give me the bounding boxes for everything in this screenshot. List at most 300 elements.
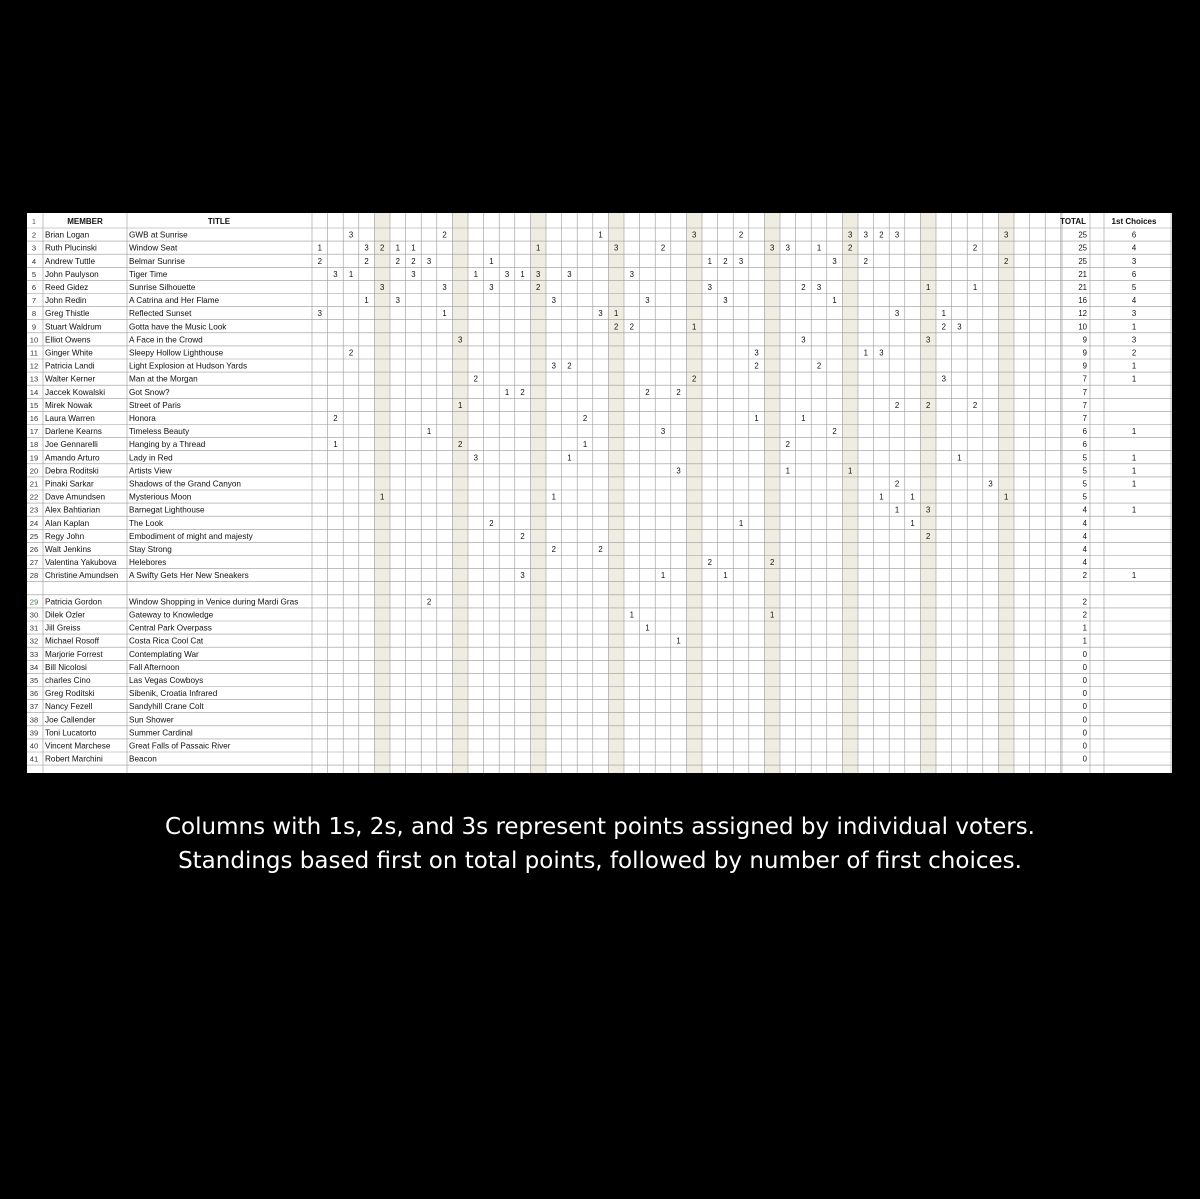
row-number: 7: [31, 296, 37, 306]
vote-cell: 2: [582, 414, 588, 423]
photo-title: Artists View: [129, 466, 172, 476]
member-name: Marjorie Forrest: [45, 649, 103, 659]
vote-cell: 2: [941, 322, 946, 332]
vote-cell: 2: [458, 440, 463, 450]
photo-title: Stay Strong: [129, 545, 172, 554]
photo-title: Gotta have the Music Look: [129, 322, 227, 332]
vote-cell: 3: [614, 243, 619, 253]
member-name: charles Cino: [45, 676, 91, 685]
vote-cell: 2: [442, 230, 447, 240]
vote-cell: 2: [598, 545, 603, 554]
vote-cell: 1: [816, 243, 822, 253]
shaded-voter-column: [920, 213, 936, 773]
first-choices-count: 4: [1131, 296, 1137, 306]
total-points: 0: [1082, 741, 1087, 751]
row-number: 27: [29, 558, 39, 568]
vote-cell: 3: [692, 230, 697, 240]
photo-title: Sandyhill Crane Colt: [129, 702, 204, 712]
vote-cell: 2: [692, 374, 697, 384]
vote-cell: 1: [910, 518, 915, 528]
vote-cell: 3: [629, 269, 634, 279]
row-number: 19: [29, 453, 39, 463]
total-points: 4: [1082, 558, 1087, 568]
member-name: Patricia Gordon: [45, 597, 102, 607]
total-points: 12: [1078, 309, 1087, 319]
vote-cell: 2: [926, 531, 931, 541]
vote-cell: 1: [723, 571, 728, 581]
row-number: 11: [30, 348, 38, 358]
row-number: 15: [29, 400, 39, 410]
photo-title: Barnegat Lighthouse: [129, 505, 205, 515]
member-name: Robert Marchini: [45, 754, 103, 764]
vote-cell: 1: [473, 269, 478, 279]
row-number: 25: [29, 531, 39, 541]
shaded-voter-column: [686, 213, 702, 773]
vote-cell: 1: [692, 322, 697, 332]
vote-cell: 1: [442, 309, 447, 319]
vote-cell: 3: [317, 309, 322, 319]
vote-cell: 3: [785, 243, 790, 253]
row-number: 4: [31, 256, 37, 266]
vote-cell: 3: [894, 230, 900, 240]
caption-line-1: Columns with 1s, 2s, and 3s represent points assigned by individual voters.: [164, 814, 1035, 840]
vote-cell: 2: [536, 283, 541, 292]
photo-title: Gateway to Knowledge: [129, 610, 214, 620]
vote-cell: 1: [504, 387, 510, 397]
vote-cell: 2: [894, 400, 900, 410]
row-number: 21: [29, 479, 39, 489]
vote-cell: 1: [567, 453, 572, 463]
row-number: 40: [29, 741, 39, 751]
first-choices-count: 6: [1131, 230, 1137, 240]
row-number: 6: [31, 283, 37, 292]
vote-cell: 2: [473, 374, 478, 384]
vote-cell: 1: [957, 453, 962, 463]
row-number: 24: [29, 518, 39, 528]
vote-cell: 2: [411, 256, 416, 266]
row-number: 5: [31, 269, 37, 279]
vote-cell: 3: [988, 479, 993, 489]
total-points: 0: [1082, 728, 1087, 738]
vote-cell: 3: [894, 309, 900, 319]
photo-title: Summer Cardinal: [129, 728, 193, 738]
vote-cell: 2: [926, 400, 931, 410]
vote-cell: 2: [770, 558, 775, 568]
member-name: Valentina Yakubova: [45, 558, 117, 568]
member-name: Vincent Marchese: [45, 741, 111, 751]
vote-cell: 1: [738, 518, 744, 528]
photo-title: Las Vegas Cowboys: [129, 676, 204, 685]
vote-cell: 3: [473, 453, 478, 463]
vote-cell: 3: [660, 427, 666, 437]
vote-cell: 1: [395, 243, 400, 253]
row-number: 18: [29, 440, 39, 450]
photo-title: Contemplating War: [129, 649, 199, 659]
vote-cell: 1: [317, 243, 322, 253]
vote-cell: 2: [801, 283, 806, 292]
vote-cell: 1: [754, 414, 759, 423]
row-number: 26: [29, 545, 39, 554]
member-name: Amando Arturo: [45, 453, 100, 463]
vote-cell: 1: [863, 348, 868, 358]
row-number: 35: [29, 676, 39, 685]
vote-cell: 2: [364, 256, 369, 266]
row-number: 22: [29, 492, 39, 502]
total-points: 5: [1082, 492, 1087, 502]
total-points: 0: [1082, 715, 1087, 725]
photo-title: Tiger Time: [129, 269, 168, 279]
photo-title: Reflected Sunset: [129, 309, 192, 319]
row-number: 16: [29, 414, 39, 423]
row-number: 29: [29, 597, 39, 607]
vote-cell: 3: [863, 230, 868, 240]
total-points: 16: [1078, 296, 1087, 306]
vote-cell: 2: [832, 427, 837, 437]
vote-cell: 2: [785, 440, 790, 450]
vote-cell: 3: [879, 348, 884, 358]
vote-cell: 1: [676, 636, 681, 646]
total-points: 4: [1082, 545, 1087, 554]
vote-cell: 2: [1004, 256, 1009, 266]
total-points: 21: [1078, 269, 1087, 279]
photo-title: Helebores: [129, 558, 167, 568]
photo-title: Great Falls of Passaic River: [129, 741, 231, 751]
first-choices-count: 1: [1131, 479, 1137, 489]
vote-cell: 1: [801, 414, 806, 423]
vote-cell: 3: [411, 269, 416, 279]
vote-cell: 3: [754, 348, 759, 358]
vote-cell: 3: [801, 335, 806, 345]
vote-cell: 2: [567, 361, 572, 371]
member-name: Bill Nicolosi: [45, 662, 87, 672]
member-name: Pinaki Sarkar: [45, 479, 94, 489]
first-choices-count: 1: [1131, 466, 1137, 476]
vote-cell: 2: [333, 414, 338, 423]
total-points: 5: [1082, 466, 1087, 476]
vote-cell: 1: [660, 571, 666, 581]
vote-cell: 1: [426, 427, 432, 437]
caption-line-2: Standings based first on total points, followed by number of first choices.: [178, 848, 1022, 874]
vote-cell: 1: [333, 440, 338, 450]
total-points: 4: [1082, 531, 1087, 541]
vote-cell: 2: [380, 243, 385, 253]
vote-cell: 2: [317, 256, 322, 266]
header-member: MEMBER: [67, 217, 103, 226]
vote-cell: 3: [348, 230, 354, 240]
total-points: 4: [1082, 518, 1087, 528]
total-points: 0: [1082, 702, 1087, 712]
vote-cell: 3: [458, 335, 463, 345]
vote-cell: 1: [848, 466, 853, 476]
first-choices-count: 1: [1131, 322, 1137, 332]
row-number: 31: [29, 623, 39, 633]
vote-cell: 2: [629, 322, 634, 332]
photo-title: Fall Afternoon: [129, 662, 180, 672]
first-choices-count: 1: [1131, 361, 1137, 371]
member-name: Ruth Plucinski: [45, 243, 97, 253]
first-choices-count: 3: [1131, 309, 1137, 319]
vote-cell: 1: [879, 492, 884, 502]
vote-cell: 2: [645, 387, 650, 397]
vote-cell: 3: [832, 256, 837, 266]
vote-cell: 2: [738, 230, 744, 240]
vote-cell: 3: [848, 230, 853, 240]
member-name: Joe Gennarelli: [45, 440, 98, 450]
vote-cell: 3: [957, 322, 962, 332]
member-name: Dilek Ozler: [45, 610, 86, 620]
photo-title: Costa Rica Cool Cat: [129, 636, 204, 646]
member-name: Nancy Fezell: [45, 702, 93, 712]
total-points: 7: [1082, 414, 1087, 423]
photo-title: Sunrise Silhouette: [129, 283, 196, 292]
photo-title: Belmar Sunrise: [129, 256, 185, 266]
photo-title: Man at the Morgan: [129, 374, 198, 384]
total-points: 25: [1078, 256, 1087, 266]
photo-title: Window Shopping in Venice during Mardi Gras: [129, 597, 299, 607]
shaded-voter-column: [764, 213, 780, 773]
total-points: 9: [1082, 348, 1087, 358]
vote-cell: 1: [832, 296, 837, 306]
vote-cell: 3: [333, 269, 338, 279]
vote-cell: 1: [629, 610, 634, 620]
vote-cell: 3: [536, 269, 541, 279]
vote-cell: 2: [972, 243, 978, 253]
member-name: Joe Callender: [45, 715, 96, 725]
member-name: Greg Roditski: [45, 689, 95, 699]
row-number: 13: [29, 374, 39, 384]
photo-title: Hanging by a Thread: [129, 440, 206, 450]
photo-title: Honora: [129, 414, 156, 423]
first-choices-count: 1: [1131, 505, 1137, 515]
vote-cell: 1: [348, 269, 354, 279]
total-points: 0: [1082, 676, 1087, 685]
vote-cell: 1: [645, 623, 650, 633]
member-name: Elliot Owens: [45, 335, 91, 345]
member-name: Laura Warren: [45, 414, 95, 423]
row-number: 33: [29, 649, 39, 659]
row-number: 30: [29, 610, 39, 620]
row-number: 14: [29, 387, 39, 397]
member-name: Jill Greiss: [45, 623, 81, 633]
row-number: 20: [29, 466, 39, 476]
photo-title: Sibenik, Croatia Infrared: [129, 689, 218, 699]
member-name: Mirek Nowak: [45, 400, 93, 410]
vote-cell: 2: [520, 531, 525, 541]
vote-cell: 2: [348, 348, 354, 358]
member-name: Michael Rosoff: [45, 636, 100, 646]
vote-cell: 1: [941, 309, 946, 319]
shaded-voter-column: [842, 213, 858, 773]
vote-cell: 2: [551, 545, 556, 554]
member-name: Alan Kaplan: [45, 518, 90, 528]
first-choices-count: 1: [1131, 427, 1137, 437]
photo-title: Embodiment of might and majesty: [129, 531, 253, 541]
vote-cell: 3: [489, 283, 494, 292]
photo-title: A Face in the Crowd: [129, 335, 203, 345]
first-choices-count: 5: [1131, 283, 1137, 292]
vote-cell: 1: [785, 466, 790, 476]
vote-cell: 3: [380, 283, 385, 292]
member-name: Dave Amundsen: [45, 492, 106, 502]
vote-cell: 1: [972, 283, 978, 292]
row-number: 41: [29, 754, 39, 764]
row-number: 32: [29, 636, 39, 646]
photo-title: A Swifty Gets Her New Sneakers: [129, 571, 249, 581]
row-number: 9: [31, 322, 37, 332]
row-number: 39: [29, 728, 39, 738]
total-points: 0: [1082, 754, 1087, 764]
photo-title: Central Park Overpass: [129, 623, 212, 633]
photo-title: Window Seat: [129, 243, 178, 253]
first-choices-count: 4: [1131, 243, 1137, 253]
photo-title: Sleepy Hollow Lighthouse: [129, 348, 224, 358]
member-name: Patricia Landi: [45, 361, 95, 371]
photo-title: GWB at Sunrise: [129, 230, 188, 240]
vote-cell: 2: [894, 479, 900, 489]
total-points: 7: [1082, 387, 1087, 397]
total-points: 6: [1082, 440, 1087, 450]
vote-cell: 1: [910, 492, 915, 502]
member-name: Walter Kerner: [45, 374, 96, 384]
member-name: Andrew Tuttle: [45, 256, 96, 266]
row-number: 37: [29, 702, 39, 712]
vote-cell: 3: [551, 361, 556, 371]
total-points: 2: [1082, 571, 1087, 581]
vote-cell: 3: [504, 269, 510, 279]
member-name: Debra Roditski: [45, 466, 99, 476]
photo-title: Lady in Red: [129, 453, 173, 463]
total-points: 7: [1082, 400, 1087, 410]
total-points: 7: [1082, 374, 1087, 384]
total-points: 21: [1078, 283, 1087, 292]
vote-cell: 3: [442, 283, 447, 292]
row-number: 23: [29, 505, 39, 515]
vote-cell: 1: [1004, 492, 1009, 502]
shaded-voter-column: [452, 213, 468, 773]
vote-cell: 3: [816, 283, 822, 292]
vote-cell: 3: [926, 335, 931, 345]
photo-title: Got Snow?: [129, 387, 170, 397]
first-choices-count: 3: [1131, 335, 1137, 345]
vote-cell: 2: [395, 256, 400, 266]
row-number: 28: [29, 571, 39, 581]
member-name: Regy John: [45, 531, 85, 541]
total-points: 5: [1082, 479, 1087, 489]
vote-cell: 3: [926, 505, 931, 515]
row-number: 34: [29, 662, 39, 672]
vote-cell: 2: [676, 387, 681, 397]
vote-cell: 3: [395, 296, 400, 306]
photo-title: The Look: [129, 518, 164, 528]
vote-cell: 3: [364, 243, 369, 253]
vote-cell: 2: [863, 256, 868, 266]
row-number: 12: [29, 361, 39, 371]
vote-cell: 3: [645, 296, 650, 306]
photo-title: Beacon: [129, 754, 157, 764]
total-points: 2: [1082, 610, 1087, 620]
photo-title: Mysterious Moon: [129, 492, 192, 502]
total-points: 1: [1082, 623, 1087, 633]
shaded-voter-column: [530, 213, 546, 773]
first-choices-count: 1: [1131, 453, 1137, 463]
vote-cell: 2: [754, 361, 759, 371]
row-number: 2: [31, 230, 37, 240]
vote-cell: 2: [879, 230, 884, 240]
member-name: John Paulyson: [45, 269, 99, 279]
vote-cell: 1: [926, 283, 931, 292]
vote-cell: 1: [536, 243, 541, 253]
first-choices-count: 1: [1131, 374, 1137, 384]
vote-cell: 2: [426, 597, 432, 607]
vote-cell: 1: [458, 400, 463, 410]
total-points: 1: [1082, 636, 1087, 646]
member-name: Ginger White: [45, 348, 93, 358]
row-number: 38: [29, 715, 39, 725]
vote-cell: 2: [489, 518, 494, 528]
member-name: Toni Lucatorto: [45, 728, 97, 738]
total-points: 5: [1082, 453, 1087, 463]
header-title: TITLE: [207, 217, 231, 226]
vote-cell: 1: [551, 492, 556, 502]
vote-cell: 3: [567, 269, 572, 279]
total-points: 10: [1078, 322, 1087, 332]
vote-cell: 3: [598, 309, 603, 319]
first-choices-count: 2: [1131, 348, 1137, 358]
first-choices-count: 1: [1131, 571, 1137, 581]
vote-cell: 3: [707, 283, 712, 292]
member-name: Walt Jenkins: [45, 545, 92, 554]
vote-cell: 1: [894, 505, 900, 515]
photo-title: A Catrina and Her Flame: [129, 296, 220, 306]
first-choices-count: 3: [1131, 256, 1137, 266]
vote-cell: 2: [707, 558, 712, 568]
row-number: 3: [31, 243, 37, 253]
member-name: Darlene Kearns: [45, 427, 102, 437]
member-name: John Redin: [45, 296, 87, 306]
vote-cell: 2: [723, 256, 728, 266]
total-points: 9: [1082, 335, 1087, 345]
vote-cell: 3: [551, 296, 556, 306]
photo-title: Light Explosion at Hudson Yards: [129, 361, 248, 371]
member-name: Christine Amundsen: [45, 571, 119, 581]
shaded-voter-column: [608, 213, 624, 773]
photo-title: Timeless Beauty: [129, 427, 190, 437]
vote-tally-spreadsheet: [27, 213, 1172, 773]
total-points: 9: [1082, 361, 1087, 371]
vote-cell: 3: [770, 243, 775, 253]
photo-title: Sun Shower: [129, 715, 174, 725]
vote-cell: 1: [520, 269, 525, 279]
vote-cell: 1: [598, 230, 603, 240]
vote-cell: 1: [582, 440, 588, 450]
vote-cell: 1: [411, 243, 416, 253]
member-name: Stuart Waldrum: [45, 322, 102, 332]
row-number: 36: [29, 689, 39, 699]
row-number: 10: [29, 335, 39, 345]
member-name: Jaccek Kowalski: [45, 387, 106, 397]
photo-title: Shadows of the Grand Canyon: [129, 479, 241, 489]
photo-title: Street of Paris: [129, 400, 181, 410]
total-points: 0: [1082, 662, 1087, 672]
header-row-number: 1: [32, 219, 36, 226]
total-points: 0: [1082, 689, 1087, 699]
vote-cell: 3: [676, 466, 681, 476]
vote-cell: 3: [1004, 230, 1009, 240]
total-points: 0: [1082, 649, 1087, 659]
vote-cell: 1: [380, 492, 385, 502]
total-points: 25: [1078, 243, 1087, 253]
vote-cell: 1: [614, 309, 619, 319]
